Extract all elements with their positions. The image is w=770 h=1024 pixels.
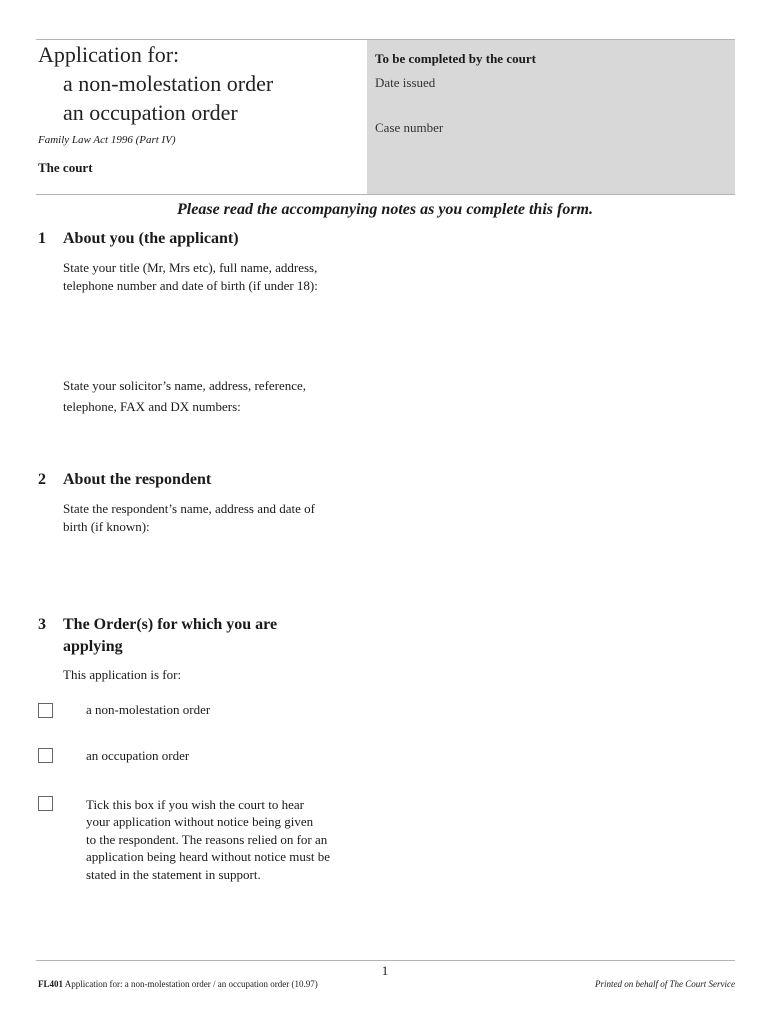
occupation-order-checkbox[interactable] [38, 748, 53, 763]
title-line1: Application for: [38, 42, 180, 67]
case-number-label: Case number [375, 120, 444, 135]
court-label: The court [38, 160, 93, 175]
section1-title: About you (the applicant) [63, 230, 239, 247]
without-notice-line2: your application without notice being given [86, 814, 314, 829]
without-notice-checkbox[interactable] [38, 796, 53, 811]
solicitor-instructions-line1: State your solicitor’s name, address, reference, [63, 378, 307, 393]
date-issued-label: Date issued [375, 75, 436, 90]
section3-title-line1: The Order(s) for which you are [63, 616, 278, 633]
section2-title: About the respondent [63, 471, 212, 488]
occupation-order-option-label: an occupation order [86, 748, 190, 763]
court-box-heading: To be completed by the court [375, 51, 536, 66]
non-molestation-option-label: a non-molestation order [86, 702, 211, 717]
form-code: FL401 [38, 979, 64, 989]
section3-title-line2: applying [63, 638, 123, 655]
page-number: 1 [381, 963, 389, 978]
solicitor-instructions-line2: telephone, FAX and DX numbers: [63, 399, 241, 414]
title-line2: a non-molestation order [63, 71, 274, 96]
header-rule [36, 194, 735, 195]
form-reference [38, 979, 318, 989]
form-title: Application for: a non-molestation order / an occupation order (10.97) [63, 979, 318, 989]
footer-rule [36, 960, 735, 961]
without-notice-line1: Tick this box if you wish the court to hear [86, 797, 304, 812]
without-notice-line3: to the respondent. The reasons relied on for an [86, 832, 328, 847]
title-line3: an occupation order [63, 100, 238, 125]
section2-number: 2 [38, 471, 46, 488]
respondent-instructions-line2: birth (if known): [63, 519, 150, 534]
respondent-instructions-line1: State the respondent’s name, address and date of [63, 501, 315, 516]
printed-on-behalf: Printed on behalf of The Court Service [595, 979, 735, 989]
application-for-label: This application is for: [63, 667, 182, 682]
act-reference: Family Law Act 1996 (Part IV) [38, 134, 176, 146]
section1-number: 1 [38, 230, 46, 247]
without-notice-line4: application being heard without notice must be [86, 849, 331, 864]
section3-number: 3 [38, 616, 46, 633]
applicant-instructions-line2: telephone number and date of birth (if under 18): [63, 278, 318, 293]
applicant-instructions-line1: State your title (Mr, Mrs etc), full name, address, [63, 260, 318, 275]
non-molestation-checkbox[interactable] [38, 703, 53, 718]
notes-notice: Please read the accompanying notes as you complete this form. [177, 201, 593, 218]
without-notice-line5: stated in the statement in support. [86, 867, 261, 882]
